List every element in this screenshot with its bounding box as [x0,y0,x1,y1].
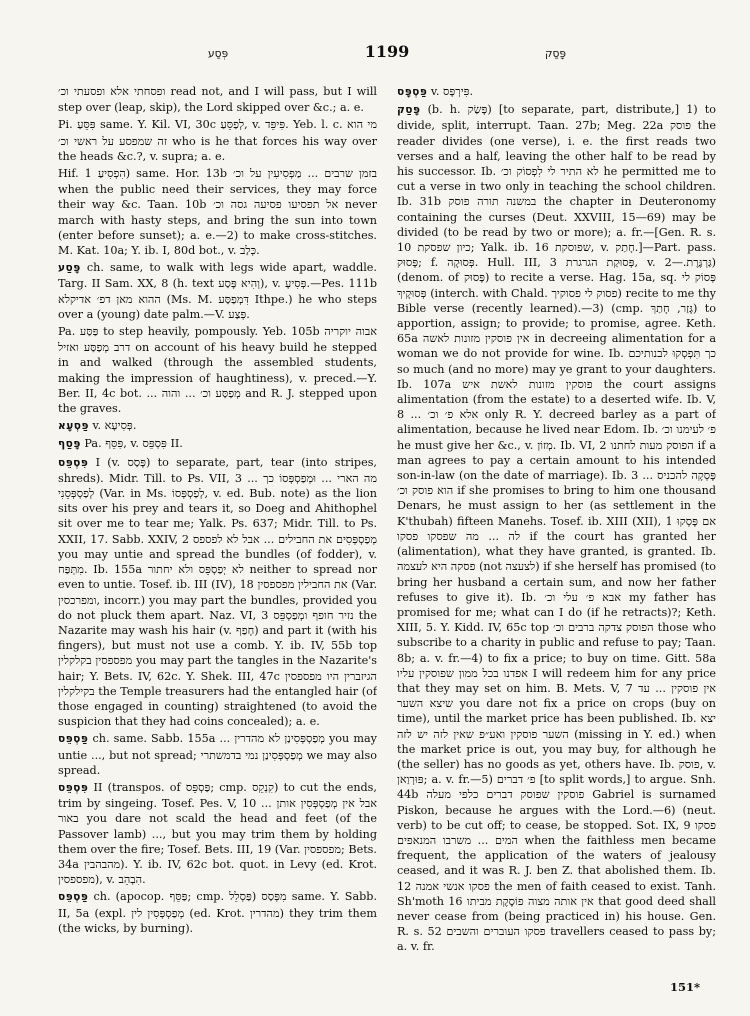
dictionary-entry [58,260,377,322]
dictionary-entry [58,117,377,164]
entry-text: (b. h. פָּשַׂק) [to separate, part, distribute,] 1) to divide, split, interrupt. Taan. 27b; Meg. 22a פוסק the reader divides (one verse), i. e. the first reads two verses and a half, leaving the other half to be read by his successor. Ib. לא התיר לי לִפְסוֹק וכ׳ he permitted me to cut a verse in two only in teaching the school children. Ib. 31b במשנה תורה פוסק the chapter in Deuteronomy containing the curses (Deut. XXVIII, 15—69) may be divided (to be read by two or more); a. fr.—[Gen. R. s. 10 כיון שפסקת; Yalk. ib. 16 שפוסקת, v. חָתַק.]—Part. pass. פָּסוּק; f. פְּסוּקָה. Hull. III, 3 פְּסוּקַת הגרגרת, v. גַּרְגֶּרֶת.—2) (denom. of פָּסוּק) to recite a verse. Hag. 15a, sq. פְּסוֹק לי פְּסוּקָיךְ (interch. with Chald. פסוק לי פסוקיך) recite to me thy Bible verse (recently learned).—3) (cmp. גָּזַר, חָתַךְ) to apportion, assign; to provide; to promise, agree. Keth. 65a אין פוסקין מזונות לאשה in decreeing alimentation for a woman we do not provide for wine. Ib. כך תִּפְסְקוּ לבנותיכם so much (and no more) may ye grant to your daughters. Ib. 107a פוסקין מזונות לאשת איש the court assigns alimentation (from the estate) to a deserted wife. Ib. V, 8 ... אלא פ׳ וכ׳ only R. Y. decreed barley as a part of alimentation, because he lived near Edom. Ib. פ׳ לעימנו וכ׳ he must give her &c., v. מְזוֹן. Ib. VI, 2 הפוסק מעות לחתנו if a man agrees to pay a certain amount to his intended son-in-law (on the date of marriage). Ib. 3 פָּסְקָה להכניס ... הוא פוסק וכ׳ if she promises to bring to him one thousand Denars, he must assign to her (as settlement in the K'thubah) fifteen Manehs. Tosef. ib. XIII (XII), 1 אם פָּסְקוּ לה ... מה שפסקו פסקו if the court has granted her (alimentation), what they have granted, is granted. Ib. פסקה היא לעצמה (not לצעצה) if she herself has promised (to bring her husband a certain sum, and now her father refuses to give it). Ib. אבא פ׳ עלי וכ׳ my father has promised for me; what can I do (if he retracts)?; Keth. XIII, 5. Y. Kidd. IV, 65c top הפוסק צדקה ברבים וכ׳ those who subscribe to a charity in public and refuse to pay; Taan. 8b; a. v. fr.—4) to fix a price; to buy on time. Gitt. 58a אפדנו בכל ממון שפוסקין עליו I will redeem him for any price that they may set on him. B. Mets. V, 7 אין פוסקין ... עד שיצא השער you dare not fix a price on crops (buy on time), until the market price has been published. Ib. יצא השער פוסקין ואע״פ שאין לזה יש לזה (missing in Y. ed.) when the market price is out, you may buy, for although he (the seller) has no goods as yet, others have. Ib. פוסק, v. פּוּרְוַאן; a. v. fr.—5) פ׳ דברים [to split words,] to argue. Snh. 44b פוסקין שפוסק דברים כלפי מעלה Gabriel is surnamed Piskon, because he argues with the Lord.—6) (neut. verb) to be cut off; to cease, be stopped. Sot. IX, 9 פסקו המים ... משרבו המנאפים when the faithless men became frequent, the application of the waters of jealousy ceased, and it was R. J. ben Z. that abolished them. Ib. 12 פסקו אנשי אמנה the men of faith ceased to exist. Tanh. Sh'moth 16 אין אותה מצוה פוֹסֶקֶת מביתו that good deed shall never cease from (being practiced in) his house. Gen. R. s. 52 פסקו העוברים והשבים travellers ceased to pass by; a. v. fr. [397,103,716,954]
entry-headword: פַּסְפֵּס [58,891,89,904]
dictionary-entry [58,418,377,434]
dictionary-entry [58,731,377,778]
dictionary-entry [58,455,377,730]
dictionary-entry [58,780,377,887]
entry-headword: פָּסַק [397,104,421,117]
entry-text: I (v. פָּסַס) to separate, part, tear (into stripes, shreds). Midr. Till. to Ps. VII, 3 מה הארי ... וּמְפַסְפְּסוֹ כך ... לְפַסְפְּסֵנִי (Var. in Ms. לְפַסְפְּסוֹ, v. ed. Bub. note) as the lion sits over his prey and tears it, so Doeg and Ahithophel sit over me to tear me; Yalk. Ps. 637; Midr. Till. to Ps. XXII, 17. Sabb. XXIV, 2 מְפַסְפְּסִים את החבילים ... אבל לא לפספס you may untie and spread the bundles (of fodder), v. מִתְּפַּח. Ib. 155a לא יְפַסְפֵּס ולא יחתור neither to spread nor even to untie. Tosef. ib. III (IV), 18 את החבילין מפספסין (Var. ומפרכסין, incorr.) you may part the bundles, provided you do not pluck them apart. Naz. VI, 3 נזיר חופף ומְפַסְפֵּס the Nazarite may wash his hair (v. חָפַף) and part it (with his fingers), but must not use a comb. Y. ib. IV, 55b top מפספסין בקלקלין you may part the tangles in the Nazarite's hair; Y. Bets. IV, 62c. Y. Shek. III, 47c הגיזברין היו מפספסין בקילקלין the Temple treasurers had the entangled hair (of those engaged in counting) straightened (to avoid the suspicion that they had coins concealed); a. e. [58,455,377,729]
left-column [58,84,377,984]
entry-headword: פִּסְפֵּס [58,781,89,794]
dictionary-entry [58,889,377,936]
entry-text: II (transpos. of פַּסְפֵּס; cmp. קִנְקֵס) to cut the ends, trim by singeing. Tosef. Pes. V, 10 ... אבל אין מְפַסְפְּסִין אותן באור you dare not scald the head and feet (of the Passover lamb) ..., but you may trim them by holding them over the fire; Tosef. Bets. III, 19 (Var. מפספסין; Bets. 34a מהבהבין). Y. ib. IV, 62c bot. quot. in Levy (ed. Krot. מפספסין), v. הִבְהֵב. [58,780,377,887]
entry-text: Pi. פִּסֵּעַ same. Y. Kil. VI, 30c לְפַסֵּעַ, v. פִּיפֵּד. Yeb. l. c. מי הוא זה שמפסע על ראשי וכ׳ who is he that forces his way over the heads &c.?, v. supra; a. e. [58,118,377,163]
dictionary-entry [58,166,377,258]
dictionary-entry [397,102,716,954]
entry-text: ופסחתי אלא ופסעתי וכ׳ read not, and I will pass, but I will step over (leap, skip), the Lord skipped over &c.; a. e. [58,85,377,115]
entry-text: ch. same. Sabb. 155a ... מְפַסְפְּסִינַן לא מהדרין you may untie ..., but not spread; מְפַסְפְּסִינַן נמי בדמשתרי we may also spread. [58,732,377,777]
page-number: 1199 [364,42,410,61]
dictionary-entry [58,84,377,115]
page-header [58,42,716,72]
entry-text: ch. (apocop. פַּסֵּף; cmp. פַּסְלֵל) מִפְּסַס same. Y. Sabb. II, 5a (expl. מְפַסְפְּסִין לין (ed. Krot. מהדרין) they trim them (the wicks, by burning). [58,890,377,935]
entry-text: ch. same, to walk with legs wide apart, waddle. Targ. II Sam. XX, 8 (h. text וְהִיא פָּסַע), v. פְּסִיעָ.—Pes. 111b ההוא מאן דפ׳ אדיקלא (Ms. M. דִּמְפַסַּע Ithpe.) he who steps over a (young) date palm.—V. פְּצַע. [58,261,377,321]
entry-headword: פַּסְפֵּס [58,733,89,746]
header-left-word: פְּסַע [208,48,229,60]
entry-text: Pa. פִּסֵּף, v. פִּסְפֵּס II. [84,437,183,451]
entry-text: Hif. הִפְסִיעַ 1) same. Hor. 13b בזמן שרבים ... מַפְסִיעִין על וכ׳ when the public need their services, they may force their way &c. Taan. 10b אל תפסיעו פסיעה גסה וכ׳ never march with hasty steps, and bring the sun into town (enter before sunset); a. e.—2) to make cross-stitches. M. Kat. 10a; Y. ib. I, 80d bot., v. כְּלַב. [58,167,377,258]
entry-text: Pa. פַּסַּע to step heavily, pompously. Yeb. 105b אבוה יוקריה דרב מְפַסַּע ואזיל on account of his heavy build he stepped in and walked (through the assembled students, making the impression of haughtiness), v. preced.—Y. Ber. II, 4c bot. ... מְפַסַּע וכ׳ ... והוה and R. J. stepped upon the graves. [58,325,377,416]
dictionary-entry [58,324,377,416]
entry-text: v. פִּירְפָּס. [430,85,474,98]
header-right-word: פָּסַק [544,48,566,60]
signature-mark: 151* [669,980,700,994]
entry-headword: פַּסְעָא [58,420,89,433]
entry-headword: פַּסְפָּס [397,86,428,98]
text-columns [58,84,716,984]
dictionary-entry [397,84,716,100]
entry-headword: פָּסַף [58,438,81,451]
entry-headword: פִּסְפֵּס [58,456,89,469]
dictionary-entry [58,436,377,452]
entry-headword: פָּסַע [58,262,81,275]
entry-text: v. פְּסִיעָא. [92,419,137,433]
right-column [397,84,716,984]
